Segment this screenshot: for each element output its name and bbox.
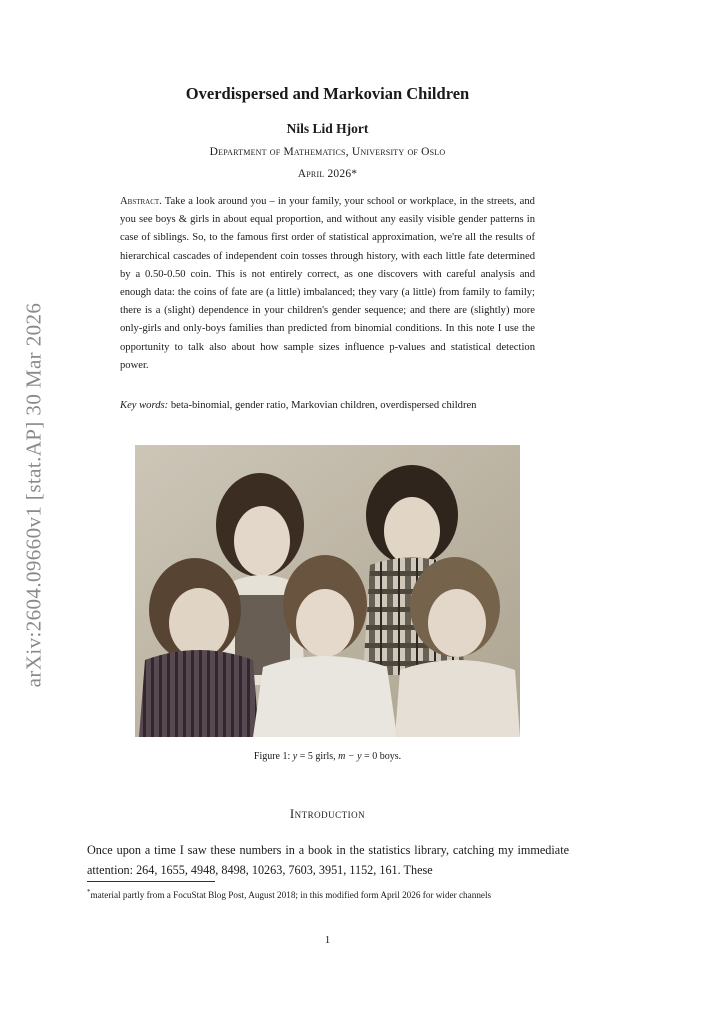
abstract-lead: Abstract. (120, 196, 162, 207)
paper-date: April 2026* (297, 168, 358, 180)
figure-photo (135, 445, 520, 737)
caption-eq1: = 5 girls, (299, 751, 336, 762)
page-number: 1 (324, 934, 331, 946)
footnote (87, 883, 573, 905)
section-heading: Introduction (289, 806, 366, 821)
keywords (120, 397, 535, 414)
sisters-photo-illustration (135, 445, 520, 737)
affiliation: Department of Mathematics, University of Oslo (209, 146, 446, 158)
footnote-text: material partly from a FocuStat Blog Post, August 2018; in this modified form April 2026 for wider channels (90, 890, 492, 901)
caption-prefix: Figure 1: (253, 751, 291, 762)
caption-y: y (292, 751, 298, 762)
abstract (120, 193, 535, 375)
footnote-marker: * (87, 888, 91, 896)
keywords-text: beta-binomial, gender ratio, Markovian children, overdispersed children (170, 400, 477, 411)
author-name: Nils Lid Hjort (286, 121, 369, 136)
footnote-rule (87, 881, 215, 882)
figure-caption (0, 751, 655, 762)
caption-m-minus-y: m − y (338, 751, 362, 762)
caption-eq2: = 0 boys. (364, 751, 402, 762)
keywords-label: Key words: (120, 400, 169, 411)
body-paragraph: Once upon a time I saw these numbers in a book in the statistics library, catching my immediate attention: 264, 1655, 4948, 8498, 10263, 7603, 3951, 1152, 161. These (87, 843, 569, 877)
arxiv-stamp: arXiv:2604.09660v1 [stat.AP] 30 Mar 2026 (21, 302, 46, 688)
abstract-text: Take a look around you – in your family, your school or workplace, in the streets, and you see boys & girls in about equal proportion, and without any easily visible gender patterns in case of siblings. So, to the famous first order of statistical approximation, we're all the results of hierarchical cascades of independent coin tosses through history, with each little fate determined by a 0.50-0.50 coin. This is not entirely correct, as one discovers with careful analysis and enough data: the coins of fate are (a little) imbalanced; they vary (a little) from family to family; there is a (slight) dependence in your children's gender sequence; and there are (slightly) more only-girls and only-boys families than predicted from binomial conditions. In this note I use the opportunity to talk also about how sample sizes influence p-values and statistical detection power. (120, 196, 535, 371)
paper-title: Overdispersed and Markovian Children (185, 84, 470, 103)
